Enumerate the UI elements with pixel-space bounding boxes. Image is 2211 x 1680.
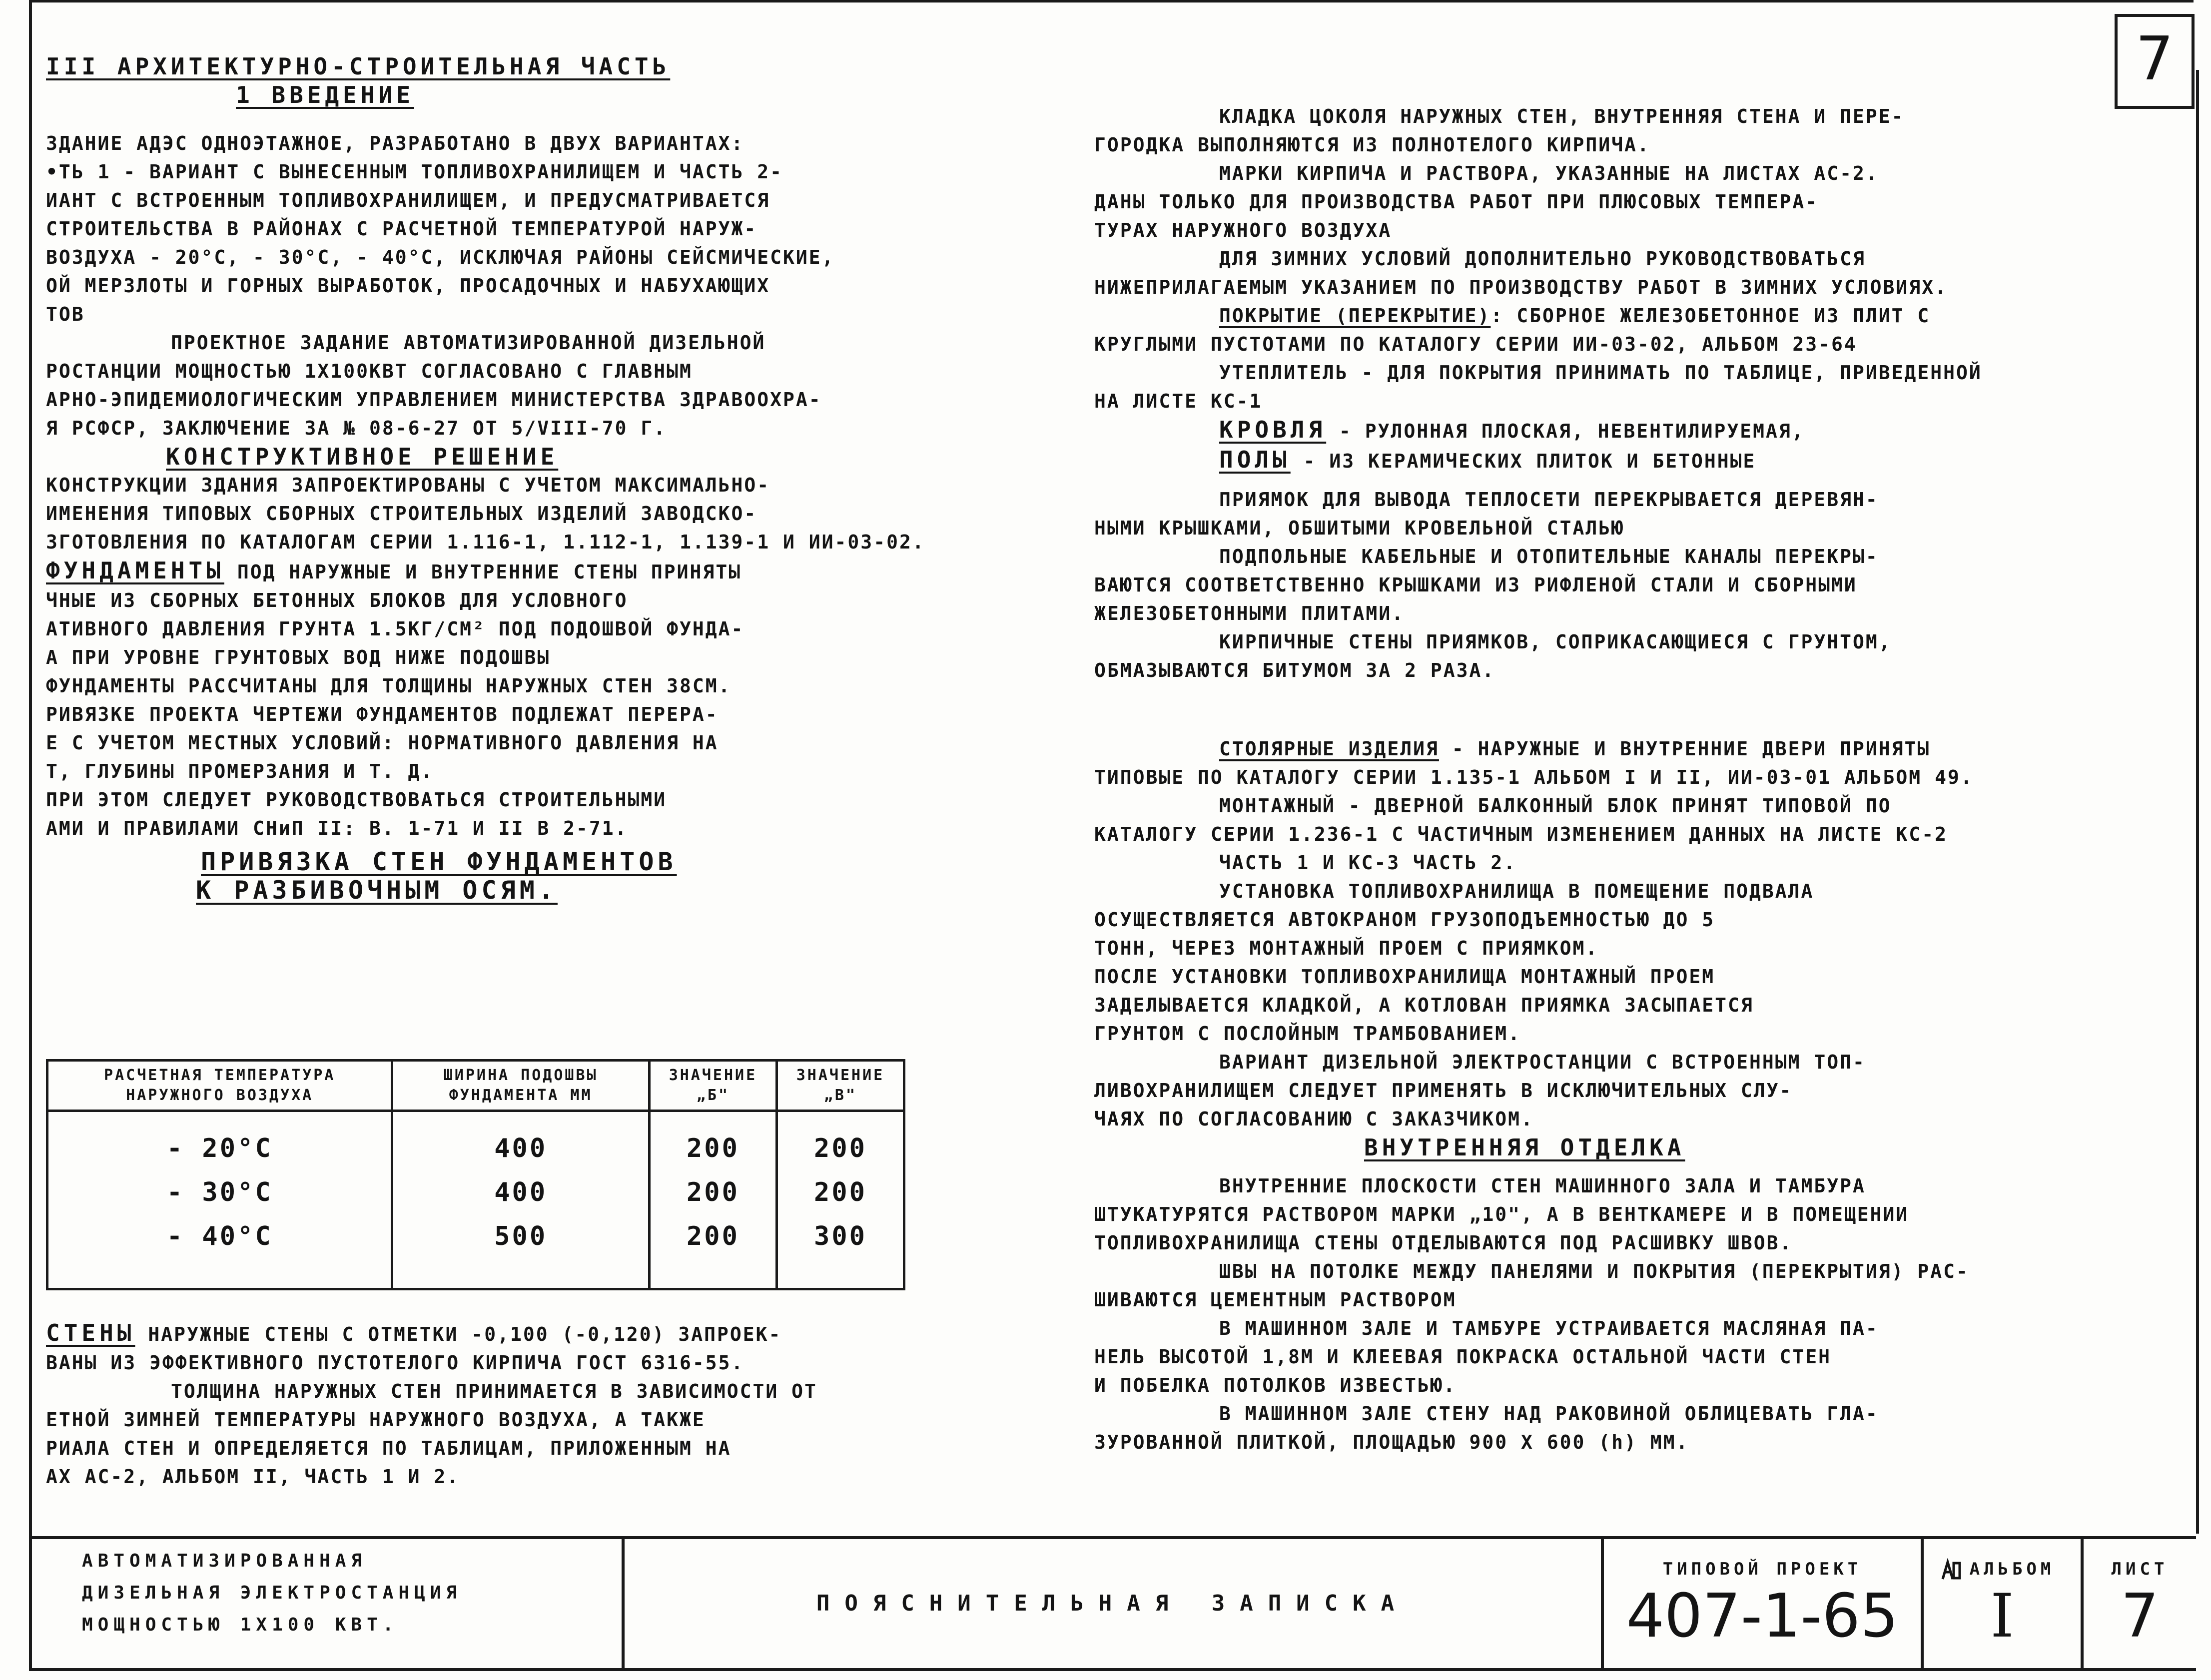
- roof-label: ПОКРЫТИЕ (ПЕРЕКРЫТИЕ): [1219, 305, 1491, 327]
- intro-title: 1 ВВЕДЕНИЕ: [236, 81, 414, 108]
- sheet-number: 7: [2121, 1582, 2159, 1651]
- foundations-first: ПОД НАРУЖНЫЕ И ВНУТРЕННИЕ СТЕНЫ ПРИНЯТЫ: [224, 561, 742, 583]
- intro-paragraph: [46, 129, 980, 443]
- table-cell: 200: [776, 1170, 904, 1214]
- text-line: ПРИЯМОК ДЛЯ ВЫВОДА ТЕПЛОСЕТИ ПЕРЕКРЫВАЕТСЯ ДЕРЕВЯН-: [1219, 489, 1879, 511]
- joinery-label: СТОЛЯРНЫЕ ИЗДЕЛИЯ: [1219, 738, 1439, 760]
- text-line: ШИВАЮТСЯ ЦЕМЕНТНЫМ РАСТВОРОМ: [1094, 1289, 1457, 1311]
- project-number: 407-1-65: [1626, 1582, 1899, 1651]
- table-cell: 400: [392, 1111, 650, 1171]
- text-line: ТИПОВЫЕ ПО КАТАЛОГУ СЕРИИ 1.135-1 АЛЬБОМ I И II, ИИ-03-01 АЛЬБОМ 49.: [1094, 766, 1974, 788]
- text-line: ДЛЯ ЗИМНИХ УСЛОВИЙ ДОПОЛНИТЕЛЬНО РУКОВОДСТВОВАТЬСЯ: [1219, 248, 1866, 270]
- binding-title-1: ПРИВЯЗКА СТЕН ФУНДАМЕНТОВ: [201, 847, 677, 876]
- table-cell: 400: [392, 1170, 650, 1214]
- text-line: ОСУЩЕСТВЛЯЕТСЯ АВТОКРАНОМ ГРУЗОПОДЪЕМНОСТЬЮ ДО 5: [1094, 909, 1715, 931]
- text-line: КИРПИЧНЫЕ СТЕНЫ ПРИЯМКОВ, СОПРИКАСАЮЩИЕСЯ С ГРУНТОМ,: [1219, 631, 1892, 653]
- text-line: ТОНН, ЧЕРЕЗ МОНТАЖНЫЙ ПРОЕМ С ПРИЯМКОМ.: [1094, 937, 1599, 959]
- text-line: ЗГОТОВЛЕНИЯ ПО КАТАЛОГАМ СЕРИИ 1.116-1, 1.112-1, 1.139-1 И ИИ-03-02.: [46, 531, 925, 553]
- object-name-line: МОЩНОСТЬЮ 1Х100 КВТ.: [82, 1615, 399, 1635]
- text-line: ПОДПОЛЬНЫЕ КАБЕЛЬНЫЕ И ОТОПИТЕЛЬНЫЕ КАНАЛЫ ПЕРЕКРЫ-: [1219, 546, 1879, 567]
- text-line: Я РСФСР, ЗАКЛЮЧЕНИЕ ЗА № 08-6-27 ОТ 5/VIII-70 Г.: [46, 417, 667, 439]
- table-cell: - 20°С: [166, 1133, 273, 1163]
- stamp-mark-icon: [1939, 1558, 1964, 1583]
- text-line: НЕЛЬ ВЫСОТОЙ 1,8М И КЛЕЕВАЯ ПОКРАСКА ОСТАЛЬНОЙ ЧАСТИ СТЕН: [1094, 1346, 1832, 1368]
- table-body: [47, 1111, 904, 1289]
- pits-paragraph: [1094, 486, 2134, 685]
- text-line: АРНО-ЭПИДЕМИОЛОГИЧЕСКИМ УПРАВЛЕНИЕМ МИНИСТЕРСТВА ЗДРАВООХРА-: [46, 389, 822, 411]
- constructive-title: КОНСТРУКТИВНОЕ РЕШЕНИЕ: [166, 443, 559, 470]
- walls-label: СТЕНЫ: [46, 1319, 135, 1346]
- object-name-line: ДИЗЕЛЬНАЯ ЭЛЕКТРОСТАНЦИЯ: [82, 1583, 462, 1603]
- text-line: РИВЯЗКЕ ПРОЕКТА ЧЕРТЕЖИ ФУНДАМЕНТОВ ПОДЛЕЖАТ ПЕРЕРА-: [46, 703, 719, 725]
- text-line: ЗДАНИЕ АДЭС ОДНОЭТАЖНОЕ, РАЗРАБОТАНО В ДВУХ ВАРИАНТАХ:: [46, 132, 744, 154]
- table-cell: - 30°С: [166, 1177, 273, 1207]
- text-line: ВАНЫ ИЗ ЭФФЕКТИВНОГО ПУСТОТЕЛОГО КИРПИЧА ГОСТ 6316-55.: [46, 1352, 744, 1374]
- text-line: ФУНДАМЕНТЫ РАССЧИТАНЫ ДЛЯ ТОЛЩИНЫ НАРУЖНЫХ СТЕН 38СМ.: [46, 675, 732, 697]
- walls-line: [46, 1319, 980, 1349]
- roofing-line: [1094, 416, 2134, 446]
- text-line: ТОЛЩИНА НАРУЖНЫХ СТЕН ПРИНИМАЕТСЯ В ЗАВИСИМОСТИ ОТ: [171, 1380, 817, 1402]
- project-cell: [1601, 1539, 1921, 1668]
- foundations-paragraph: [46, 586, 980, 843]
- table-row: [47, 1111, 904, 1171]
- text-line: ЧНЫЕ ИЗ СБОРНЫХ БЕТОННЫХ БЛОКОВ ДЛЯ УСЛОВНОГО: [46, 589, 628, 611]
- album-number: I: [1990, 1582, 2014, 1651]
- text-line: ЧАСТЬ 1 И КС-3 ЧАСТЬ 2.: [1219, 852, 1517, 874]
- title-block: [32, 1536, 2196, 1671]
- walls-section: [46, 1319, 980, 1491]
- text-line: НИЖЕПРИЛАГАЕМЫМ УКАЗАНИЕМ ПО ПРОИЗВОДСТВУ РАБОТ В ЗИМНИХ УСЛОВИЯХ.: [1094, 276, 1948, 298]
- joinery-paragraph: [1094, 763, 2134, 1133]
- table-cell: 200: [649, 1111, 776, 1171]
- text-line: МОНТАЖНЫЙ - ДВЕРНОЙ БАЛКОННЫЙ БЛОК ПРИНЯТ ТИПОВОЙ ПО: [1219, 795, 1892, 817]
- roof-paragraph: [1094, 330, 2134, 416]
- sheet-cell: [2081, 1539, 2196, 1668]
- text-line: АМИ И ПРАВИЛАМИ СНиП II: В. 1-71 И II В 2-71.: [46, 817, 628, 839]
- frame-right-line: [2196, 70, 2199, 1534]
- text-line: ШТУКАТУРЯТСЯ РАСТВОРОМ МАРКИ „10", А В ВЕНТКАМЕРЕ И В ПОМЕЩЕНИИ: [1094, 1203, 1909, 1225]
- roof-first: : СБОРНОЕ ЖЕЛЕЗОБЕТОННОЕ ИЗ ПЛИТ С: [1490, 305, 1931, 327]
- text-line: ЗУРОВАННОЙ ПЛИТКОЙ, ПЛОЩАДЬЮ 900 Х 600 (h) ММ.: [1094, 1431, 1689, 1453]
- part-title: III АРХИТЕКТУРНО-СТРОИТЕЛЬНАЯ ЧАСТЬ: [46, 53, 671, 80]
- text-line: В МАШИННОМ ЗАЛЕ СТЕНУ НАД РАКОВИНОЙ ОБЛИЦЕВАТЬ ГЛА-: [1219, 1403, 1879, 1425]
- text-line: КРУГЛЫМИ ПУСТОТАМИ ПО КАТАЛОГУ СЕРИИ ИИ-03-02, АЛЬБОМ 23-64: [1094, 333, 1857, 355]
- text-line: КЛАДКА ЦОКОЛЯ НАРУЖНЫХ СТЕН, ВНУТРЕННЯЯ СТЕНА И ПЕРЕ-: [1219, 105, 1905, 127]
- text-line: ПРИ ЭТОМ СЛЕДУЕТ РУКОВОДСТВОВАТЬСЯ СТРОИТЕЛЬНЫМИ: [46, 789, 667, 811]
- table-cell: 500: [392, 1214, 650, 1289]
- table-header-cell: ЗНАЧЕНИЕ „В": [776, 1061, 904, 1111]
- text-line: ЗАДЕЛЫВАЕТСЯ КЛАДКОЙ, А КОТЛОВАН ПРИЯМКА ЗАСЫПАЕТСЯ: [1094, 994, 1754, 1016]
- roofing-text: - РУЛОННАЯ ПЛОСКАЯ, НЕВЕНТИЛИРУЕМАЯ,: [1326, 420, 1805, 442]
- joinery-first: - НАРУЖНЫЕ И ВНУТРЕННИЕ ДВЕРИ ПРИНЯТЫ: [1439, 738, 1931, 760]
- table-cell: 300: [776, 1214, 904, 1289]
- table-cell: 200: [776, 1111, 904, 1171]
- walls-paragraph: [46, 1349, 980, 1491]
- document-name: ПОЯСНИТЕЛЬНАЯ ЗАПИСКА: [622, 1539, 1601, 1668]
- left-column: [46, 52, 980, 905]
- text-line: ГРУНТОМ С ПОСЛОЙНЫМ ТРАМБОВАНИЕМ.: [1094, 1023, 1521, 1045]
- table-cell: 200: [649, 1214, 776, 1289]
- text-line: УСТАНОВКА ТОПЛИВОХРАНИЛИЩА В ПОМЕЩЕНИЕ ПОДВАЛА: [1219, 880, 1814, 902]
- text-line: ВНУТРЕННИЕ ПЛОСКОСТИ СТЕН МАШИННОГО ЗАЛА И ТАМБУРА: [1219, 1175, 1866, 1197]
- text-line: АХ АС-2, АЛЬБОМ II, ЧАСТЬ 1 И 2.: [46, 1466, 460, 1488]
- constructive-paragraph: [46, 471, 980, 557]
- table-cell: 200: [649, 1170, 776, 1214]
- text-line: НЫМИ КРЫШКАМИ, ОБШИТЫМИ КРОВЕЛЬНОЙ СТАЛЬЮ: [1094, 517, 1624, 539]
- text-line: ПОСЛЕ УСТАНОВКИ ТОПЛИВОХРАНИЛИЩА МОНТАЖНЫЙ ПРОЕМ: [1094, 966, 1715, 988]
- table-row: [47, 1170, 904, 1214]
- text-line: СТРОИТЕЛЬСТВА В РАЙОНАХ С РАСЧЕТНОЙ ТЕМПЕРАТУРОЙ НАРУЖ-: [46, 218, 757, 240]
- text-line: ЕТНОЙ ЗИМНЕЙ ТЕМПЕРАТУРЫ НАРУЖНОГО ВОЗДУХА, А ТАКЖЕ: [46, 1409, 706, 1431]
- foundations-label: ФУНДАМЕНТЫ: [46, 557, 224, 584]
- text-line: ДАНЫ ТОЛЬКО ДЛЯ ПРОИЗВОДСТВА РАБОТ ПРИ ПЛЮСОВЫХ ТЕМПЕРА-: [1094, 191, 1819, 213]
- floors-line: [1094, 446, 2134, 476]
- right-column: [1094, 102, 2134, 1457]
- text-line: ВАРИАНТ ДИЗЕЛЬНОЙ ЭЛЕКТРОСТАНЦИИ С ВСТРОЕННЫМ ТОП-: [1219, 1051, 1866, 1073]
- text-line: АТИВНОГО ДАВЛЕНИЯ ГРУНТА 1.5КГ/СМ² ПОД ПОДОШВОЙ ФУНДА-: [46, 618, 744, 640]
- text-line: ТОВ: [46, 303, 85, 325]
- text-line: В МАШИННОМ ЗАЛЕ И ТАМБУРЕ УСТРАИВАЕТСЯ МАСЛЯНАЯ ПА-: [1219, 1317, 1879, 1339]
- text-line: МАРКИ КИРПИЧА И РАСТВОРА, УКАЗАННЫЕ НА ЛИСТАХ АС-2.: [1219, 162, 1879, 184]
- text-line: КАТАЛОГУ СЕРИИ 1.236-1 С ЧАСТИЧНЫМ ИЗМЕНЕНИЕМ ДАННЫХ НА ЛИСТЕ КС-2: [1094, 823, 1948, 845]
- foundations-line: [46, 557, 980, 586]
- text-line: ЧАЯХ ПО СОГЛАСОВАНИЮ С ЗАКАЗЧИКОМ.: [1094, 1108, 1534, 1130]
- text-line: ЖЕЛЕЗОБЕТОННЫМИ ПЛИТАМИ.: [1094, 602, 1405, 624]
- sheet-label: ЛИСТ: [2111, 1559, 2169, 1579]
- text-line: ОЙ МЕРЗЛОТЫ И ГОРНЫХ ВЫРАБОТОК, ПРОСАДОЧНЫХ И НАБУХАЮЩИХ: [46, 275, 770, 297]
- object-name-line: АВТОМАТИЗИРОВАННАЯ: [82, 1551, 367, 1571]
- table-header-cell: ЗНАЧЕНИЕ „Б": [649, 1061, 776, 1111]
- text-line: РИАЛА СТЕН И ОПРЕДЕЛЯЕТСЯ ПО ТАБЛИЦАМ, ПРИЛОЖЕННЫМ НА: [46, 1437, 732, 1459]
- text-line: ШВЫ НА ПОТОЛКЕ МЕЖДУ ПАНЕЛЯМИ И ПОКРЫТИЯ (ПЕРЕКРЫТИЯ) РАС-: [1219, 1260, 1969, 1282]
- joinery-line: [1094, 735, 2134, 763]
- finish-paragraph: [1094, 1172, 2134, 1457]
- text-line: РОСТАНЦИИ МОЩНОСТЬЮ 1Х100КВТ СОГЛАСОВАНО С ГЛАВНЫМ: [46, 360, 693, 382]
- table-cell: - 40°С: [166, 1221, 273, 1251]
- table-row: [47, 1214, 904, 1289]
- text-line: ПРОЕКТНОЕ ЗАДАНИЕ АВТОМАТИЗИРОВАННОЙ ДИЗЕЛЬНОЙ: [171, 332, 766, 354]
- album-cell: [1921, 1539, 2081, 1668]
- frame-top-line: [30, 0, 2194, 13]
- floors-label: ПОЛЫ: [1219, 446, 1291, 473]
- table-header-row: [47, 1061, 904, 1111]
- text-line: И ПОБЕЛКА ПОТОЛКОВ ИЗВЕСТЬЮ.: [1094, 1374, 1457, 1396]
- text-line: ГОРОДКА ВЫПОЛНЯЮТСЯ ИЗ ПОЛНОТЕЛОГО КИРПИЧА.: [1094, 134, 1650, 156]
- masonry-paragraph: [1094, 102, 2134, 302]
- floors-text: - ИЗ КЕРАМИЧЕСКИХ ПЛИТОК И БЕТОННЫЕ: [1290, 450, 1756, 472]
- text-line: ИМЕНЕНИЯ ТИПОВЫХ СБОРНЫХ СТРОИТЕЛЬНЫХ ИЗДЕЛИЙ ЗАВОДСКО-: [46, 503, 757, 525]
- binding-title-2: К РАЗБИВОЧНЫМ ОСЯМ.: [196, 876, 558, 905]
- text-line: Е С УЧЕТОМ МЕСТНЫХ УСЛОВИЙ: НОРМАТИВНОГО ДАВЛЕНИЯ НА: [46, 732, 719, 754]
- text-line: КОНСТРУКЦИИ ЗДАНИЯ ЗАПРОЕКТИРОВАНЫ С УЧЕТОМ МАКСИМАЛЬНО-: [46, 474, 770, 496]
- roofing-label: КРОВЛЯ: [1219, 416, 1327, 443]
- object-name-cell: [32, 1539, 622, 1668]
- table-header-cell: РАСЧЕТНАЯ ТЕМПЕРАТУРА НАРУЖНОГО ВОЗДУХА: [47, 1061, 392, 1111]
- text-line: ТУРАХ НАРУЖНОГО ВОЗДУХА: [1094, 219, 1392, 241]
- text-line: Т, ГЛУБИНЫ ПРОМЕРЗАНИЯ И Т. Д.: [46, 760, 434, 782]
- project-label: ТИПОВОЙ ПРОЕКТ: [1662, 1559, 1862, 1579]
- text-line: •ТЬ 1 - ВАРИАНТ С ВЫНЕСЕННЫМ ТОПЛИВОХРАНИЛИЩЕМ И ЧАСТЬ 2-: [46, 161, 783, 183]
- roof-line: [1094, 302, 2134, 330]
- foundation-table: [46, 1059, 905, 1290]
- text-line: ИАНТ С ВСТРОЕННЫМ ТОПЛИВОХРАНИЛИЩЕМ, И ПРЕДУСМАТРИВАЕТСЯ: [46, 189, 770, 211]
- table-header-cell: ШИРИНА ПОДОШВЫ ФУНДАМЕНТА ММ: [392, 1061, 650, 1111]
- sheet-number-box: 7: [2115, 14, 2195, 109]
- text-line: УТЕПЛИТЕЛЬ - ДЛЯ ПОКРЫТИЯ ПРИНИМАТЬ ПО ТАБЛИЦЕ, ПРИВЕДЕННОЙ: [1219, 362, 1982, 384]
- walls-first: НАРУЖНЫЕ СТЕНЫ С ОТМЕТКИ -0,100 (-0,120) ЗАПРОЕК-: [135, 1323, 782, 1345]
- text-line: ВОЗДУХА - 20°С, - 30°С, - 40°С, ИСКЛЮЧАЯ РАЙОНЫ СЕЙСМИЧЕСКИЕ,: [46, 246, 835, 268]
- finish-title: ВНУТРЕННЯЯ ОТДЕЛКА: [1364, 1134, 1685, 1161]
- text-line: ТОПЛИВОХРАНИЛИЩА СТЕНЫ ОТДЕЛЫВАЮТСЯ ПОД РАСШИВКУ ШВОВ.: [1094, 1232, 1793, 1254]
- frame-left-line: [29, 0, 32, 1671]
- text-line: НА ЛИСТЕ КС-1: [1094, 390, 1263, 412]
- text-line: А ПРИ УРОВНЕ ГРУНТОВЫХ ВОД НИЖЕ ПОДОШВЫ: [46, 646, 551, 668]
- text-line: ОБМАЗЫВАЮТСЯ БИТУМОМ ЗА 2 РАЗА.: [1094, 659, 1495, 681]
- album-label: АЛЬБОМ: [1969, 1559, 2055, 1579]
- text-line: ЛИВОХРАНИЛИЩЕМ СЛЕДУЕТ ПРИМЕНЯТЬ В ИСКЛЮЧИТЕЛЬНЫХ СЛУ-: [1094, 1080, 1793, 1102]
- text-line: ВАЮТСЯ СООТВЕТСТВЕННО КРЫШКАМИ ИЗ РИФЛЕНОЙ СТАЛИ И СБОРНЫМИ: [1094, 574, 1857, 596]
